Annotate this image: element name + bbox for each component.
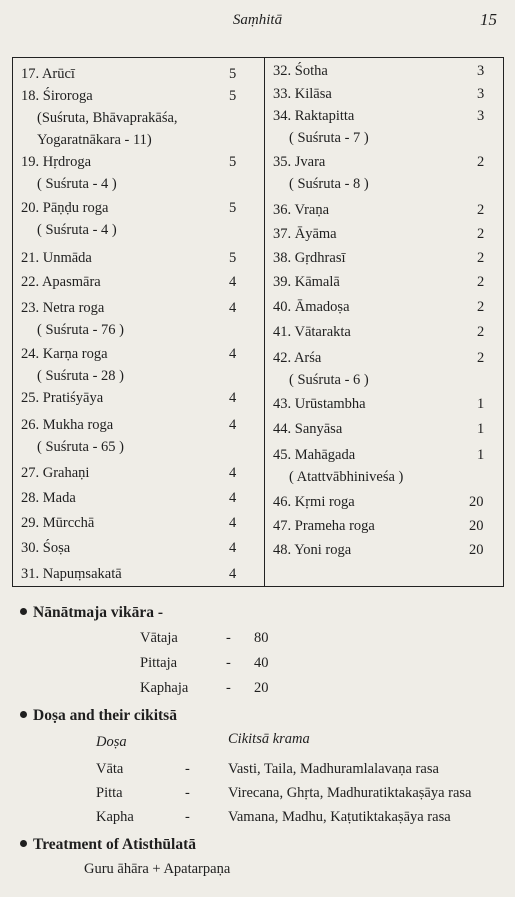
- table-row: [273, 350, 485, 388]
- disease-label: 21. Unmāda: [21, 250, 92, 266]
- table-row: [273, 86, 485, 102]
- disease-count: 4: [229, 346, 237, 362]
- table-row: [21, 465, 237, 481]
- table-row: [21, 250, 237, 266]
- disease-label: 48. Yoni roga: [273, 542, 352, 558]
- disease-count: 5: [229, 250, 237, 266]
- disease-label: 23. Netra roga: [21, 300, 105, 316]
- reference-note: ( Suśruta - 4 ): [37, 222, 117, 238]
- table-row: [273, 250, 485, 266]
- reference-note: Yogaratnākara - 11): [37, 132, 152, 148]
- item-name: Kapha: [96, 809, 134, 825]
- disease-count: 3: [477, 86, 485, 102]
- disease-count: 4: [229, 465, 237, 481]
- disease-count: 1: [477, 421, 485, 437]
- reference-note: ( Suśruta - 8 ): [289, 176, 369, 192]
- table-row: [273, 63, 485, 79]
- disease-count: 1: [477, 447, 485, 463]
- disease-label: 32. Śotha: [273, 63, 328, 79]
- column-divider: [264, 58, 265, 586]
- table-row: [273, 274, 485, 290]
- item-name: Pittaja: [140, 655, 178, 671]
- table-row: [21, 490, 237, 506]
- disease-count: 4: [229, 515, 237, 531]
- table-row: [21, 515, 237, 531]
- item-dash: -: [226, 680, 231, 696]
- table-row: [21, 417, 237, 455]
- table-row: [273, 542, 484, 558]
- disease-label: 40. Āmadoṣa: [273, 299, 350, 315]
- reference-note: ( Suśruta - 28 ): [37, 368, 124, 384]
- disease-label: 35. Jvara: [273, 154, 326, 170]
- disease-count: 3: [477, 63, 485, 79]
- dosa-column-header: Doṣa: [96, 734, 127, 750]
- disease-label: 39. Kāmalā: [273, 274, 340, 290]
- item-name: Kaphaja: [140, 680, 189, 696]
- disease-count: 4: [229, 490, 237, 506]
- item-dash: -: [185, 761, 190, 777]
- table-row: [273, 447, 485, 485]
- disease-count: 5: [229, 66, 237, 82]
- page-number: 15: [480, 10, 497, 29]
- running-header-title: Saṃhitā: [232, 12, 283, 28]
- bullet-icon: [20, 608, 27, 615]
- item-name: Vāta: [96, 761, 124, 777]
- disease-label: 36. Vraṇa: [273, 202, 330, 218]
- disease-label: 37. Āyāma: [273, 226, 337, 242]
- disease-label: 26. Mukha roga: [21, 417, 114, 433]
- disease-label: 44. Sanyāsa: [273, 421, 343, 437]
- disease-count: 20: [469, 518, 484, 534]
- disease-count: 4: [229, 390, 237, 406]
- table-row: [273, 324, 485, 340]
- disease-label: 25. Pratiśyāya: [21, 390, 104, 406]
- disease-count: 5: [229, 154, 237, 170]
- disease-label: 20. Pāṇḍu roga: [21, 200, 109, 216]
- disease-label: 19. Hṛdroga: [21, 154, 92, 170]
- disease-count: 2: [477, 250, 485, 266]
- disease-label: 30. Śoṣa: [21, 540, 71, 556]
- table-row: [21, 300, 237, 338]
- item-value: Vasti, Taila, Madhuramlalavaṇa rasa: [228, 761, 439, 777]
- disease-count-table: [12, 57, 504, 587]
- reference-note: ( Suśruta - 76 ): [37, 322, 124, 338]
- cikitsa-column-header: Cikitsā krama: [228, 731, 310, 747]
- disease-count: 4: [229, 540, 237, 556]
- table-row: [273, 226, 485, 242]
- disease-count: 1: [477, 396, 485, 412]
- table-row: [21, 566, 237, 582]
- disease-label: 22. Apasmāra: [21, 274, 101, 290]
- table-row: [273, 108, 485, 146]
- disease-count: 5: [229, 88, 237, 104]
- table-row: [21, 66, 237, 82]
- treatment-heading: Treatment of Atisthūlatā: [20, 836, 196, 854]
- disease-label: 28. Mada: [21, 490, 76, 506]
- dosa-heading: Doṣa and their cikitsā: [20, 707, 177, 725]
- disease-label: 27. Grahaṇi: [21, 465, 90, 481]
- disease-count: 4: [229, 417, 237, 433]
- disease-label: 33. Kilāsa: [273, 86, 332, 102]
- treatment-line: Guru āhāra + Apatarpaṇa: [84, 861, 231, 877]
- disease-count: 5: [229, 200, 237, 216]
- reference-note: ( Suśruta - 7 ): [289, 130, 369, 146]
- item-dash: -: [185, 785, 190, 801]
- table-row: [21, 390, 237, 406]
- disease-label: 34. Raktapitta: [273, 108, 355, 124]
- disease-count: 2: [477, 202, 485, 218]
- item-value: Vamana, Madhu, Kaṭutiktakaṣāya rasa: [228, 809, 451, 825]
- item-name: Vātaja: [140, 630, 178, 646]
- disease-count: 2: [477, 324, 485, 340]
- disease-label: 38. Gṛdhrasī: [273, 250, 346, 266]
- disease-label: 41. Vātarakta: [273, 324, 351, 340]
- item-value: 40: [254, 655, 269, 671]
- table-row: [21, 200, 237, 238]
- bullet-icon: [20, 711, 27, 718]
- table-row: [21, 274, 237, 290]
- reference-note: ( Atattvābhiniveśa ): [289, 469, 404, 485]
- disease-label: 24. Karṇa roga: [21, 346, 108, 362]
- disease-count: 2: [477, 350, 485, 366]
- disease-label: 47. Prameha roga: [273, 518, 375, 534]
- disease-label: 46. Kṛmi roga: [273, 494, 355, 510]
- table-row: [273, 154, 485, 192]
- bullet-icon: [20, 840, 27, 847]
- disease-label: 18. Śiroroga: [21, 88, 93, 104]
- table-row: [273, 396, 485, 412]
- reference-note: ( Suśruta - 6 ): [289, 372, 369, 388]
- disease-label: 17. Arūcī: [21, 66, 75, 82]
- nanatmaja-heading: Nānātmaja vikāra -: [20, 604, 163, 622]
- item-dash: -: [226, 630, 231, 646]
- disease-count: 2: [477, 299, 485, 315]
- reference-note: (Suśruta, Bhāvaprakāśa,: [37, 110, 178, 126]
- table-row: [21, 154, 237, 192]
- table-row: [273, 518, 484, 534]
- disease-label: 45. Mahāgada: [273, 447, 356, 463]
- table-row: [273, 202, 485, 218]
- item-dash: -: [226, 655, 231, 671]
- disease-count: 20: [469, 542, 484, 558]
- reference-note: ( Suśruta - 65 ): [37, 439, 124, 455]
- item-dash: -: [185, 809, 190, 825]
- disease-count: 3: [477, 108, 485, 124]
- item-value: 80: [254, 630, 269, 646]
- disease-count: 20: [469, 494, 484, 510]
- table-row: [273, 299, 485, 315]
- disease-label: 43. Urūstambha: [273, 396, 366, 412]
- table-row: [273, 421, 485, 437]
- disease-count: 2: [477, 274, 485, 290]
- disease-label: 42. Arśa: [273, 350, 322, 366]
- disease-label: 29. Mūrcchā: [21, 515, 95, 531]
- disease-count: 2: [477, 154, 485, 170]
- table-row: [21, 346, 237, 384]
- reference-note: ( Suśruta - 4 ): [37, 176, 117, 192]
- disease-count: 4: [229, 274, 237, 290]
- table-row: [21, 88, 237, 148]
- disease-count: 4: [229, 300, 237, 316]
- table-row: [273, 494, 484, 510]
- disease-count: 2: [477, 226, 485, 242]
- disease-count: 4: [229, 566, 237, 582]
- table-row: [21, 540, 237, 556]
- item-value: Virecana, Ghṛta, Madhuratiktakaṣāya rasa: [228, 785, 472, 801]
- disease-label: 31. Napuṃsakatā: [21, 566, 122, 582]
- item-value: 20: [254, 680, 269, 696]
- item-name: Pitta: [96, 785, 123, 801]
